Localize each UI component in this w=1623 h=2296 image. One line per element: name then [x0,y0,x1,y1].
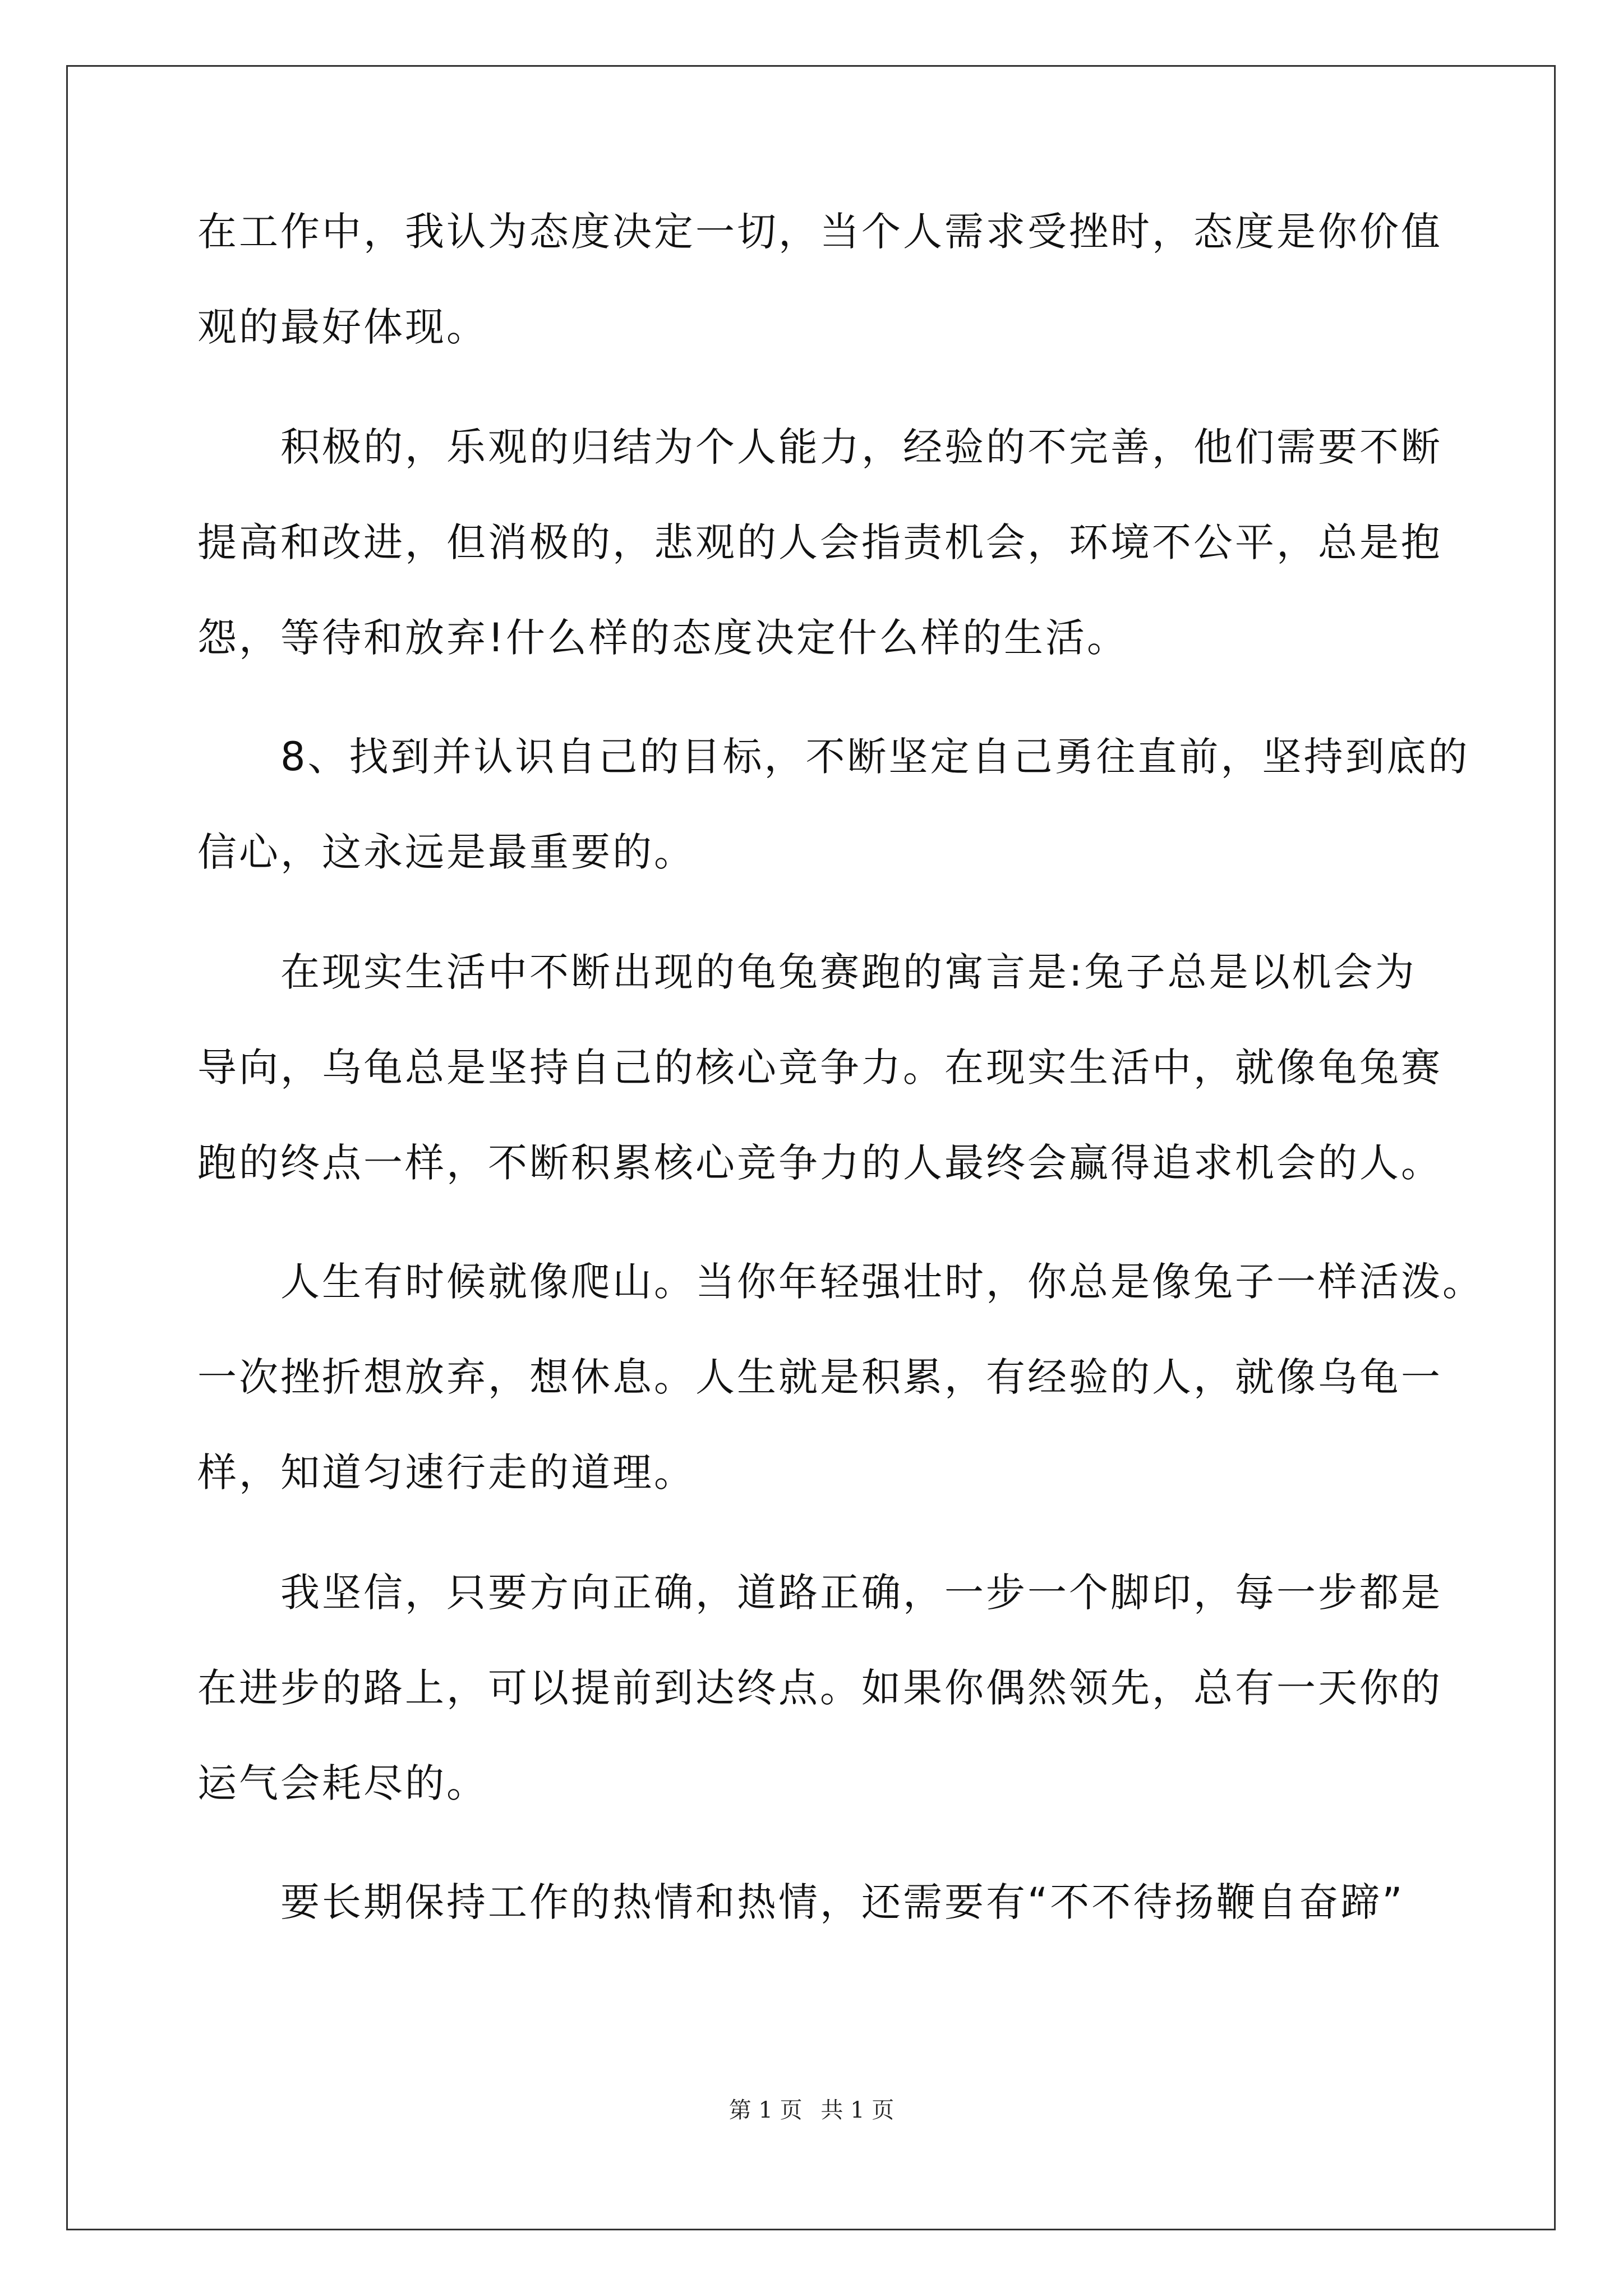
text-line: 观的最好体现。 [197,304,488,350]
text-line: 在工作中，我认为态度决定一切，当个人需求受挫时，态度是你价值 [197,209,1442,255]
text-line: 运气会耗尽的。 [197,1760,488,1806]
text-line: 在现实生活中不断出现的龟兔赛跑的寓言是:兔子总是以机会为 [197,949,1417,995]
text-line: 8、找到并认识自己的目标，不断坚定自己勇往直前，坚持到底的 [197,734,1470,780]
text-line: 一次挫折想放弃，想休息。人生就是积累，有经验的人，就像乌龟一 [197,1354,1442,1400]
text-line: 积极的，乐观的归结为个人能力，经验的不完善，他们需要不断 [197,424,1442,470]
text-line: 跑的终点一样，不断积累核心竞争力的人最终会赢得追求机会的人。 [197,1140,1442,1186]
text-line: 提高和改进，但消极的，悲观的人会指责机会，环境不公平，总是抱 [197,519,1442,565]
text-line: 人生有时候就像爬山。当你年轻强壮时，你总是像兔子一样活泼。 [197,1259,1484,1305]
text-line: 导向，乌龟总是坚持自己的核心竞争力。在现实生活中，就像龟兔赛 [197,1045,1442,1091]
text-line: 样，知道匀速行走的道理。 [197,1450,695,1496]
page-number: 第 1 页 [728,2097,803,2123]
text-line: 信心，这永远是最重要的。 [197,829,695,875]
text-line: 在进步的路上，可以提前到达终点。如果你偶然领先，总有一天你的 [197,1665,1442,1711]
text-line: 怨，等待和放弃!什么样的态度决定什么样的生活。 [197,615,1129,661]
page-total: 共 1 页 [820,2097,895,2123]
text-line: 要长期保持工作的热情和热情，还需要有“不不待扬鞭自奋蹄” [197,1879,1405,1925]
text-line: 我坚信，只要方向正确，道路正确，一步一个脚印，每一步都是 [197,1570,1442,1616]
page-footer [0,2097,1623,2124]
